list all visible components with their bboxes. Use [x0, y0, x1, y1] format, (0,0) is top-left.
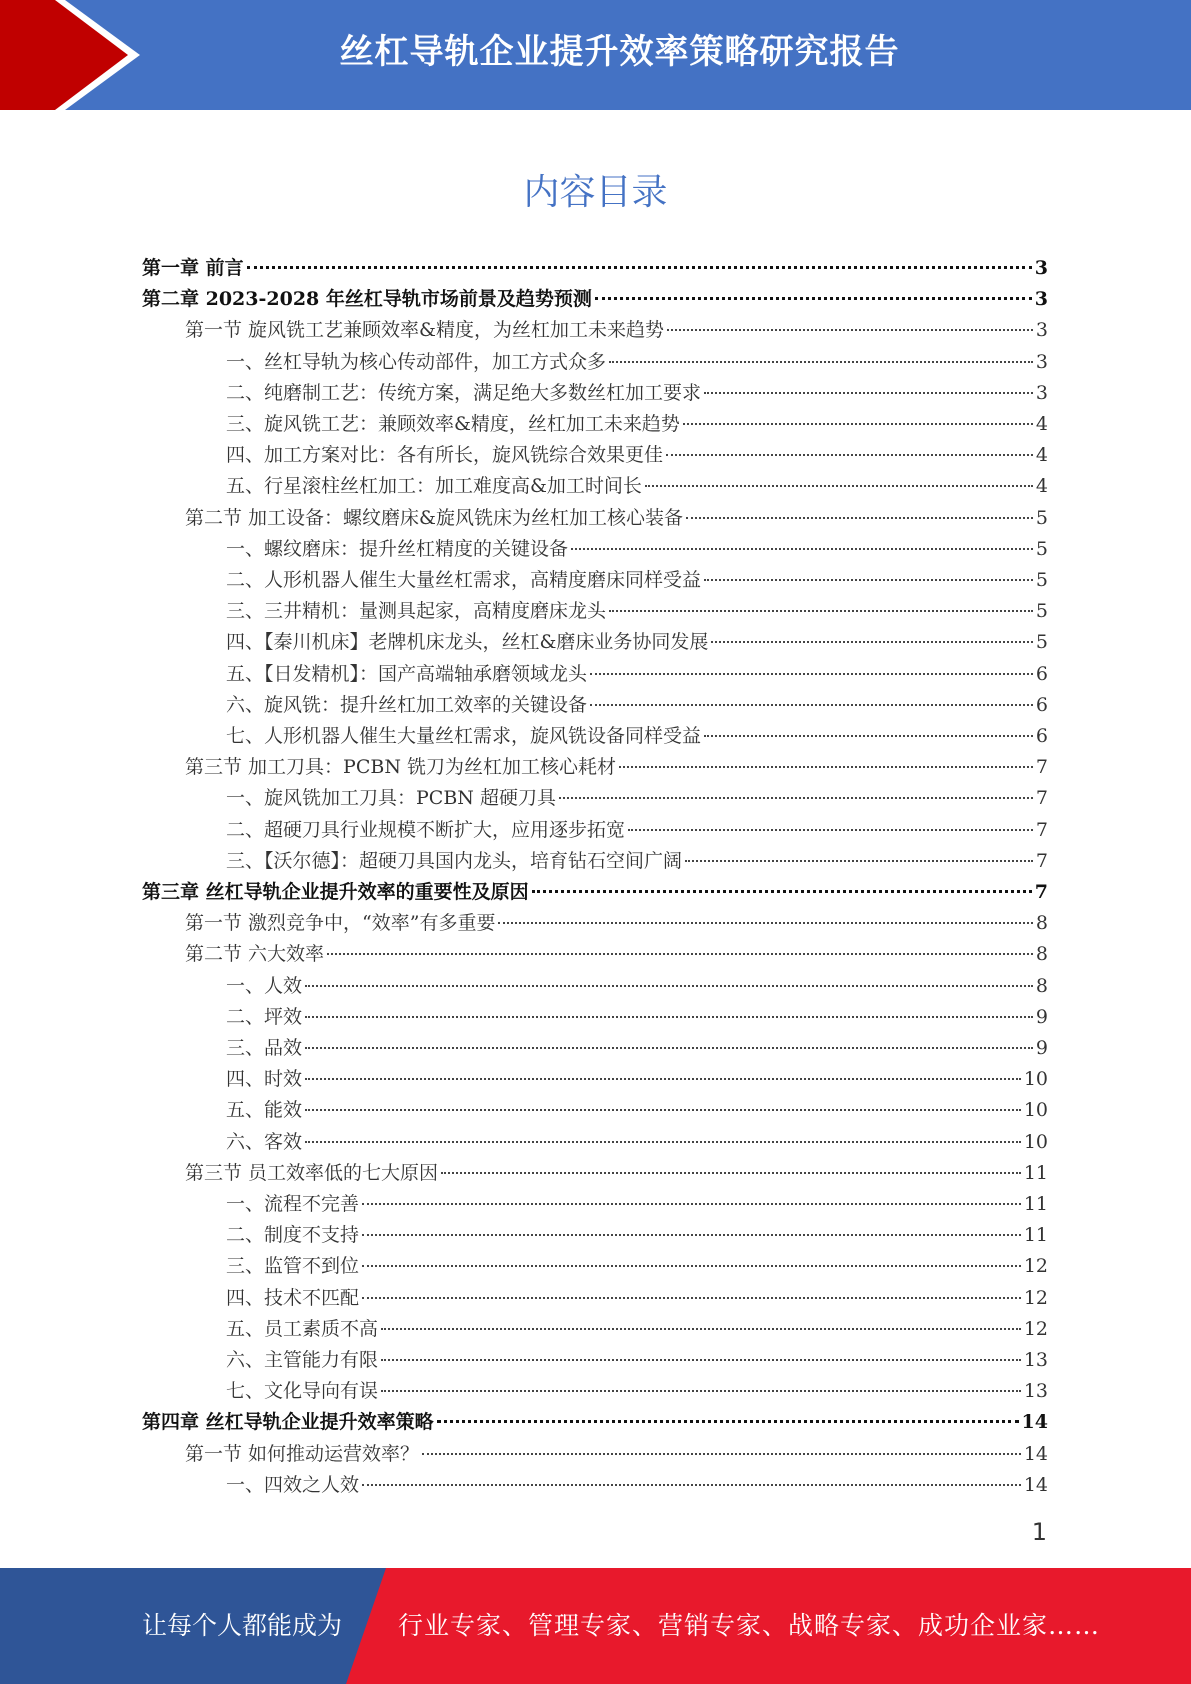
toc-entry-label: 第一节 如何推动运营效率？ [185, 1442, 420, 1465]
toc-dot-leader [305, 1141, 1021, 1143]
toc-entry-label: 七、人形机器人催生大量丝杠需求，旋风铣设备同样受益 [226, 725, 702, 747]
toc-entry-page: 6 [1035, 662, 1048, 685]
toc-entry-label: 第一章 前言 [142, 257, 244, 279]
toc-dot-leader [685, 860, 1033, 862]
toc-entry-page: 10 [1023, 1068, 1048, 1091]
toc-entry[interactable] [226, 783, 1048, 814]
toc-dot-leader [590, 704, 1033, 706]
toc-dot-leader [704, 735, 1033, 737]
toc-dot-leader [666, 454, 1033, 456]
toc-entry-page: 5 [1035, 569, 1048, 591]
toc-entry[interactable] [226, 1189, 1048, 1220]
toc-entry-label: 一、丝杠导轨为核心传动部件，加工方式众多 [226, 350, 607, 373]
toc-entry-page: 14 [1023, 1442, 1048, 1465]
toc-entry-page: 3 [1034, 288, 1048, 311]
toc-entry-page: 12 [1023, 1317, 1048, 1340]
toc-entry-label: 三、【沃尔德】：超硬刀具国内龙头，培育钻石空间广阔 [226, 849, 683, 872]
toc-entry-page: 11 [1023, 1224, 1048, 1247]
toc-entry-label: 六、旋风铣：提升丝杠加工效率的关键设备 [226, 693, 588, 716]
toc-entry[interactable] [226, 1314, 1048, 1345]
toc-entry-page: 9 [1035, 1037, 1048, 1059]
toc-entry-label: 第一节 旋风铣工艺兼顾效率&精度，为丝杠加工未来趋势 [185, 319, 664, 342]
toc-entry[interactable] [185, 503, 1048, 534]
toc-dot-leader [305, 1109, 1021, 1111]
toc-entry-page: 12 [1023, 1255, 1048, 1278]
toc-entry-page: 6 [1035, 693, 1048, 716]
toc-entry-label: 三、旋风铣工艺：兼顾效率&精度，丝杠加工未来趋势 [226, 413, 680, 435]
toc-entry[interactable] [226, 1033, 1048, 1064]
toc-dot-leader [437, 1420, 1019, 1423]
toc-entry[interactable] [226, 1220, 1048, 1251]
toc-entry-label: 六、客效 [226, 1130, 303, 1153]
toc-entry-page: 3 [1034, 257, 1048, 279]
toc-entry[interactable] [226, 1283, 1048, 1314]
footer-slogan-right: 行业专家、管理专家、营销专家、战略专家、成功企业家…… [398, 1611, 1101, 1640]
toc-entry-page: 6 [1035, 725, 1048, 747]
toc-entry-label: 四、加工方案对比：各有所长，旋风铣综合效果更佳 [226, 444, 664, 467]
toc-entry-page: 5 [1035, 631, 1048, 654]
toc-entry[interactable] [185, 315, 1048, 346]
toc-entry-page: 7 [1035, 818, 1048, 841]
toc-entry-label: 第四章 丝杠导轨企业提升效率策略 [142, 1411, 434, 1434]
toc-entry[interactable] [226, 1095, 1048, 1126]
toc-dot-leader [441, 1172, 1021, 1174]
footer-slogan-left: 让每个人都能成为 [142, 1611, 343, 1640]
toc-entry-page: 8 [1035, 912, 1048, 935]
toc-entry[interactable] [226, 565, 1048, 596]
toc-entry-label: 二、超硬刀具行业规模不断扩大，应用逐步拓宽 [226, 818, 626, 841]
page-number: 1 [1031, 1518, 1047, 1546]
toc-dot-leader [498, 922, 1032, 924]
toc-dot-leader [559, 797, 1033, 799]
toc-entry[interactable] [226, 721, 1048, 752]
toc-entry-page: 4 [1035, 475, 1048, 498]
toc-dot-leader [711, 641, 1032, 643]
toc-entry-page: 7 [1034, 881, 1048, 903]
toc-entry[interactable] [185, 908, 1048, 939]
toc-dot-leader [305, 985, 1033, 987]
toc-dot-leader [381, 1359, 1021, 1361]
toc-entry-page: 13 [1023, 1349, 1048, 1371]
toc-dot-leader [381, 1390, 1021, 1392]
toc-entry-page: 12 [1023, 1286, 1048, 1309]
toc-dot-leader [305, 1047, 1033, 1049]
toc-entry[interactable] [142, 284, 1048, 315]
toc-entry[interactable] [142, 877, 1048, 908]
toc-dot-leader [667, 329, 1033, 331]
toc-entry-label: 四、【秦川机床】老牌机床龙头，丝杠&磨床业务协同发展 [226, 631, 709, 654]
toc-entry[interactable] [226, 378, 1048, 409]
toc-entry-label: 五、行星滚柱丝杠加工：加工难度高&加工时间长 [226, 475, 642, 498]
toc-entry[interactable] [226, 627, 1048, 658]
toc-entry-label: 七、文化导向有误 [226, 1380, 379, 1403]
toc-entry-label: 一、四效之人效 [226, 1473, 360, 1496]
toc-entry-page: 14 [1021, 1411, 1048, 1434]
toc-entry-label: 五、能效 [226, 1099, 303, 1122]
toc-entry[interactable] [226, 1470, 1048, 1501]
toc-entry[interactable] [226, 596, 1048, 627]
toc-dot-leader [628, 829, 1033, 831]
toc-entry-label: 二、纯磨制工艺：传统方案，满足绝大多数丝杠加工要求 [226, 381, 702, 404]
toc-entry[interactable] [226, 1345, 1048, 1376]
toc-entry-page: 3 [1035, 319, 1048, 342]
header-band [0, 0, 1191, 110]
toc-dot-leader [645, 485, 1033, 487]
toc-dot-leader [362, 1297, 1021, 1299]
toc-dot-leader [532, 890, 1032, 893]
toc-dot-leader [590, 673, 1033, 675]
toc-dot-leader [381, 1328, 1021, 1330]
toc-entry[interactable] [185, 752, 1048, 783]
toc-dot-leader [305, 1016, 1033, 1018]
toc-entry-label: 五、员工素质不高 [226, 1317, 379, 1340]
toc-entry[interactable] [185, 1158, 1048, 1189]
toc-entry-label: 三、三井精机：量测具起家，高精度磨床龙头 [226, 600, 607, 623]
toc-entry-page: 5 [1035, 506, 1048, 529]
toc-entry-label: 六、主管能力有限 [226, 1349, 379, 1371]
toc-entry-label: 二、坪效 [226, 1005, 303, 1028]
footer [0, 1568, 1191, 1684]
toc-entry-page: 3 [1035, 350, 1048, 373]
toc-entry[interactable] [226, 347, 1048, 378]
toc-dot-leader [609, 361, 1033, 363]
toc-entry[interactable] [226, 1251, 1048, 1282]
toc-dot-leader [704, 392, 1033, 394]
toc-entry[interactable] [226, 471, 1048, 502]
toc-dot-leader [305, 1078, 1021, 1080]
toc-entry-label: 三、监管不到位 [226, 1255, 360, 1278]
toc-entry[interactable] [226, 1376, 1048, 1407]
toc-entry[interactable] [142, 253, 1048, 284]
toc-entry[interactable] [226, 1064, 1048, 1095]
toc-entry-page: 9 [1035, 1005, 1048, 1028]
toc-entry[interactable] [226, 815, 1048, 846]
toc-entry-label: 第三节 员工效率低的七大原因 [185, 1161, 439, 1184]
toc-entry[interactable] [226, 1002, 1048, 1033]
toc-dot-leader [362, 1265, 1021, 1267]
toc-entry[interactable] [226, 846, 1048, 877]
toc-entry-page: 5 [1035, 537, 1048, 560]
toc-dot-leader [683, 423, 1033, 425]
toc-entry-label: 一、流程不完善 [226, 1193, 360, 1215]
toc-entry[interactable] [185, 939, 1048, 970]
toc-entry-page: 4 [1035, 413, 1048, 435]
toc-dot-leader [704, 579, 1033, 581]
toc-entry-label: 第二节 六大效率 [185, 943, 325, 966]
toc-entry-label: 第二章 2023-2028 年丝杠导轨市场前景及趋势预测 [142, 288, 592, 311]
toc-dot-leader [609, 610, 1033, 612]
toc-entry-page: 11 [1023, 1193, 1048, 1215]
toc-entry-label: 二、人形机器人催生大量丝杠需求，高精度磨床同样受益 [226, 569, 702, 591]
toc-dot-leader [362, 1203, 1021, 1205]
toc-entry-page: 7 [1035, 787, 1048, 810]
toc-entry-label: 第三节 加工刀具：PCBN 铣刀为丝杠加工核心耗材 [185, 756, 616, 779]
toc-entry-page: 4 [1035, 444, 1048, 467]
report-title: 丝杠导轨企业提升效率策略研究报告 [339, 32, 900, 72]
toc-entry-page: 13 [1023, 1380, 1048, 1403]
toc-dot-leader [619, 766, 1033, 768]
toc-dot-leader [362, 1234, 1021, 1236]
toc-entry[interactable] [226, 1127, 1048, 1158]
toc-entry-page: 14 [1023, 1473, 1048, 1496]
toc-heading: 内容目录 [523, 172, 668, 213]
toc-entry-label: 三、品效 [226, 1037, 303, 1059]
toc-entry-page: 5 [1035, 600, 1048, 623]
toc-entry-page: 7 [1035, 849, 1048, 872]
toc-dot-leader [247, 266, 1032, 269]
toc-entry[interactable] [226, 971, 1048, 1002]
toc-entry[interactable] [226, 690, 1048, 721]
toc-entry-label: 第三章 丝杠导轨企业提升效率的重要性及原因 [142, 881, 529, 903]
toc-entry[interactable] [226, 440, 1048, 471]
toc-entry[interactable] [226, 659, 1048, 690]
toc-dot-leader [595, 297, 1032, 300]
toc-entry[interactable] [226, 534, 1048, 565]
toc-entry-label: 五、【日发精机】：国产高端轴承磨领域龙头 [226, 662, 588, 685]
toc-entry-page: 10 [1023, 1130, 1048, 1153]
toc-entry-label: 第二节 加工设备：螺纹磨床&旋风铣床为丝杠加工核心装备 [185, 506, 683, 529]
toc-entry-page: 7 [1035, 756, 1048, 779]
toc-entry[interactable] [142, 1407, 1048, 1438]
toc-entry-label: 二、制度不支持 [226, 1224, 360, 1247]
toc-dot-leader [327, 953, 1033, 955]
toc-entry-label: 一、人效 [226, 974, 303, 997]
toc-entry-page: 8 [1035, 974, 1048, 997]
toc-entry-page: 10 [1023, 1099, 1048, 1122]
toc-entry-label: 四、时效 [226, 1068, 303, 1091]
toc-entry[interactable] [226, 409, 1048, 440]
toc-entry-page: 11 [1023, 1161, 1048, 1184]
toc-entry-label: 一、螺纹磨床：提升丝杠精度的关键设备 [226, 537, 569, 560]
toc-entry-label: 四、技术不匹配 [226, 1286, 360, 1309]
toc-dot-leader [422, 1453, 1021, 1455]
toc-entry-page: 3 [1035, 381, 1048, 404]
toc-entry[interactable] [185, 1439, 1048, 1470]
toc-dot-leader [571, 548, 1033, 550]
toc-entry-page: 8 [1035, 943, 1048, 966]
toc-entry-label: 一、旋风铣加工刀具：PCBN 超硬刀具 [226, 787, 556, 810]
toc-dot-leader [686, 517, 1033, 519]
toc-entry-label: 第一节 激烈竞争中，“效率”有多重要 [185, 912, 496, 935]
toc-dot-leader [362, 1484, 1021, 1486]
